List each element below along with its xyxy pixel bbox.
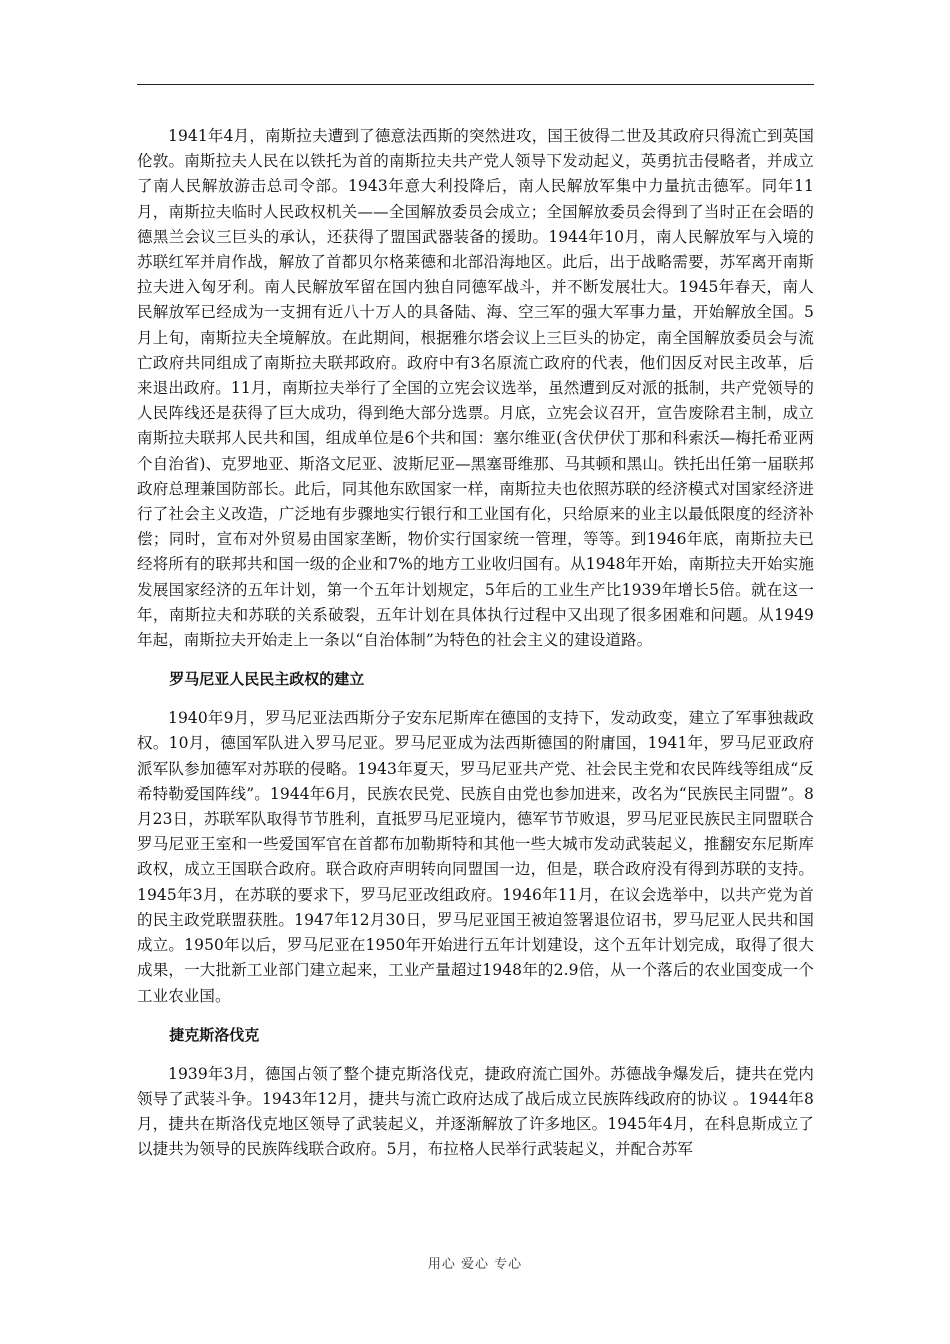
header-rule <box>137 84 814 85</box>
paragraph-yugoslavia: 1941年4月，南斯拉夫遭到了德意法西斯的突然进攻，国王彼得二世及其政府只得流亡到英国伦敦。南斯拉夫人民在以铁托为首的南斯拉夫共产党人领导下发动起义，英勇抗击侵略者，并成立了南人民解放游击总司令部。1943年意大利投降后，南人民解放军集中力量抗击德军。同年11月，南斯拉夫临时人民政权机关——全国解放委员会成立；全国解放委员会得到了当时正在会晤的德黑兰会议三巨头的承认，还获得了盟国武器装备的援助。1944年10月，南人民解放军与入境的苏联红军并肩作战，解放了首都贝尔格莱德和北部沿海地区。此后，出于战略需要，苏军离开南斯拉夫进入匈牙利。南人民解放军留在国内独自同德军战斗，并不断发展壮大。1945年春天，南人民解放军已经成为一支拥有近八十万人的具备陆、海、空三军的强大军事力量，开始解放全国。5月上旬，南斯拉夫全境解放。在此期间，根据雅尔塔会议上三巨头的协定，南全国解放委员会与流亡政府共同组成了南斯拉夫联邦政府。政府中有3名原流亡政府的代表，他们因反对民主改革，后来退出政府。11月，南斯拉夫举行了全国的立宪会议选举，虽然遭到反对派的抵制，共产党领导的人民阵线还是获得了巨大成功，得到绝大部分选票。月底，立宪会议召开，宣告废除君主制，成立南斯拉夫联邦人民共和国，组成单位是6个共和国：塞尔维亚(含伏伊伏丁那和科索沃—梅托希亚两个自治省)、克罗地亚、斯洛文尼亚、波斯尼亚—黑塞哥维那、马其顿和黑山。铁托出任第一届联邦政府总理兼国防部长。此后，同其他东欧国家一样，南斯拉夫也依照苏联的经济模式对国家经济进行了社会主义改造，广泛地有步骤地实行银行和工业国有化，只给原来的业主以最低限度的经济补偿；同时，宣布对外贸易由国家垄断，物价实行国家统一管理，等等。到1946年底，南斯拉夫已经将所有的联邦共和国一级的企业和7%的地方工业收归国有。从1948年开始，南斯拉夫开始实施发展国家经济的五年计划，第一个五年计划规定，5年后的工业生产比1939年增长5倍。就在这一年，南斯拉夫和苏联的关系破裂，五年计划在具体执行过程中又出现了很多困难和问题。从1949年起，南斯拉夫开始走上一条以“自治体制”为特色的社会主义的建设道路。 <box>137 127 814 650</box>
section-heading-czechoslovakia: 捷克斯洛伐克 <box>169 1025 260 1044</box>
document-body <box>137 124 814 1163</box>
section-heading-romania: 罗马尼亚人民民主政权的建立 <box>169 670 365 689</box>
paragraph-romania: 1940年9月，罗马尼亚法西斯分子安东尼斯库在德国的支持下，发动政变，建立了军事独裁政权。10月，德国军队进入罗马尼亚。罗马尼亚成为法西斯德国的附庸国，1941年，罗马尼亚政府派军队参加德军对苏联的侵略。1943年夏天，罗马尼亚共产党、社会民主党和农民阵线等组成“反希特勒爱国阵线”。1944年6月，民族农民党、民族自由党也参加进来，改名为“民族民主同盟”。8月23日，苏联军队取得节节胜利，直抵罗马尼亚境内，德军节节败退，罗马尼亚民族民主同盟联合罗马尼亚王室和一些爱国军官在首都布加勒斯特和其他一些大城市发动武装起义，推翻安东尼斯库政权，成立王国联合政府。联合政府声明转向同盟国一边，但是，联合政府没有得到苏联的支持。1945年3月，在苏联的要求下，罗马尼亚改组政府。1946年11月，在议会选举中，以共产党为首的民主政党联盟获胜。1947年12月30日，罗马尼亚国王被迫签署退位诏书，罗马尼亚人民共和国成立。1950年以后，罗马尼亚在1950年开始进行五年计划建设，这个五年计划完成，取得了很大成果，一大批新工业部门建立起来，工业产量超过1948年的2.9倍，从一个落后的农业国变成一个工业农业国。 <box>137 709 814 1005</box>
page-footer: 用心 爱心 专心 <box>427 1257 523 1272</box>
paragraph-czechoslovakia: 1939年3月，德国占领了整个捷克斯洛伐克，捷政府流亡国外。苏德战争爆发后，捷共在党内领导了武装斗争。1943年12月，捷共与流亡政府达成了战后成立民族阵线政府的协议 。1944年8月，捷共在斯洛伐克地区领导了武装起义，并逐渐解放了许多地区。1945年4月，在科息斯成立了以捷共为领导的民族阵线联合政府。5月，布拉格人民举行武装起义，并配合苏军 <box>137 1064 814 1159</box>
